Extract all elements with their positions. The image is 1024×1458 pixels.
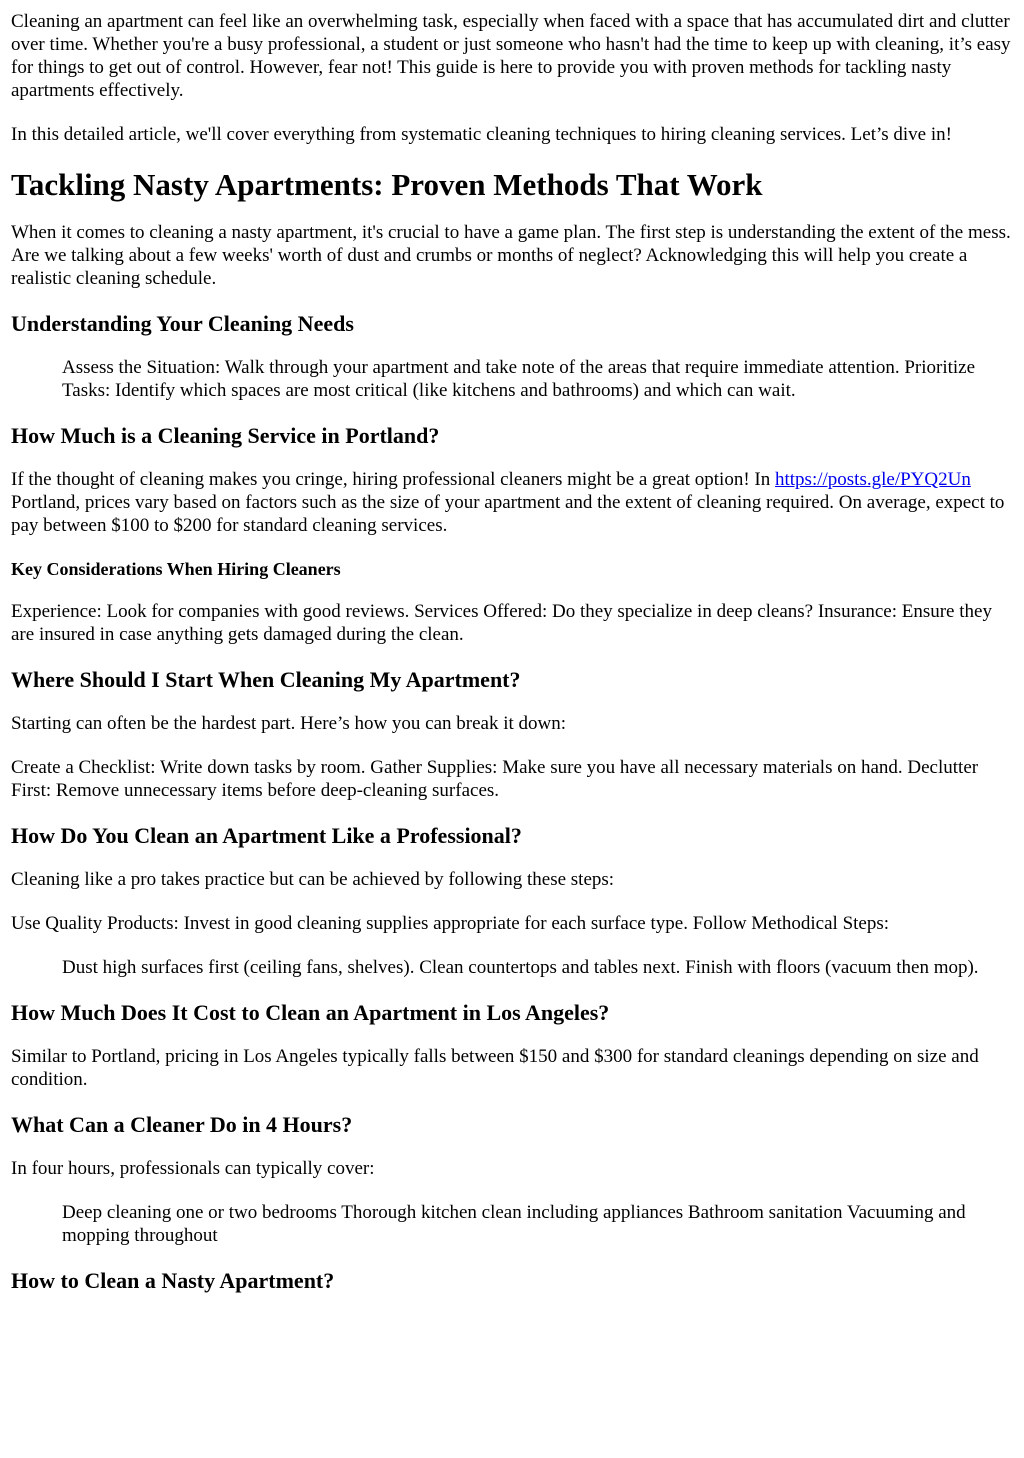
start-paragraph: Starting can often be the hardest part. Here’s how you can break it down:	[11, 713, 567, 734]
section-heading-los-angeles-cost: How Much Does It Cost to Clean an Apartment in Los Angeles?	[11, 1000, 610, 1025]
intro-paragraph: Cleaning an apartment can feel like an overwhelming task, especially when faced with a space that has accumulated dirt and clutter over time. Whether you're a busy professional, a student or just someone who hasn't had the time to keep up with cleaning, it’s easy for things to get out of control. However, fear not! This guide is here to provide you with proven methods for tackling nasty apartments effectively.	[11, 11, 1011, 101]
professional-products-paragraph: Use Quality Products: Invest in good cleaning supplies appropriate for each surface type. Follow Methodical Steps:	[11, 913, 890, 934]
portland-text-before: If the thought of cleaning makes you cringe, hiring professional cleaners might be a great option! In	[11, 469, 775, 490]
professional-steps-quote: Dust high surfaces first (ceiling fans, shelves). Clean countertops and tables next. Finish with floors (vacuum then mop).	[62, 957, 979, 978]
section-heading-where-to-start: Where Should I Start When Cleaning My Apartment?	[11, 667, 521, 692]
professional-paragraph: Cleaning like a pro takes practice but can be achieved by following these steps:	[11, 869, 615, 890]
body-paragraph: When it comes to cleaning a nasty apartment, it's crucial to have a game plan. The first step is understanding the extent of the mess. Are we talking about a few weeks' worth of dust and crumbs or months of neglect? Acknowledging this will help you create a realistic cleaning schedule.	[11, 222, 1011, 289]
section-heading-four-hours: What Can a Cleaner Do in 4 Hours?	[11, 1112, 353, 1137]
portland-paragraph	[11, 468, 1013, 537]
page-title: Tackling Nasty Apartments: Proven Methods That Work	[11, 167, 763, 202]
cleaning-needs-quote: Assess the Situation: Walk through your apartment and take note of the areas that require immediate attention. Prioritize Tasks: Identify which spaces are most critical (like kitchens and bathrooms) and which can wait.	[62, 357, 976, 401]
posts-link[interactable]: https://posts.gle/PYQ2Un	[775, 469, 971, 490]
section-heading-clean-nasty-apartment: How to Clean a Nasty Apartment?	[11, 1268, 335, 1293]
portland-text-after: Portland, prices vary based on factors such as the size of your apartment and the extent of cleaning required. On average, expect to pay between $100 to $200 for standard cleaning services.	[11, 492, 1005, 536]
section-heading-portland-cost: How Much is a Cleaning Service in Portland?	[11, 423, 440, 448]
section-heading-cleaning-needs: Understanding Your Cleaning Needs	[11, 311, 354, 336]
article	[11, 10, 1013, 1294]
los-angeles-paragraph: Similar to Portland, pricing in Los Angeles typically falls between $150 and $300 for standard cleanings depending on size and condition.	[11, 1046, 979, 1090]
start-checklist-paragraph: Create a Checklist: Write down tasks by room. Gather Supplies: Make sure you have all necessary materials on hand. Declutter First: Remove unnecessary items before deep-cleaning surfaces.	[11, 757, 979, 801]
section-heading-key-considerations: Key Considerations When Hiring Cleaners	[11, 559, 341, 579]
section-heading-clean-like-professional: How Do You Clean an Apartment Like a Professional?	[11, 823, 522, 848]
considerations-paragraph: Experience: Look for companies with good reviews. Services Offered: Do they specialize in deep cleans? Insurance: Ensure they are insured in case anything gets damaged during the clean.	[11, 601, 992, 645]
four-hours-quote: Deep cleaning one or two bedrooms Thorough kitchen clean including appliances Bathroom sanitation Vacuuming and mopping throughout	[62, 1202, 966, 1246]
four-hours-paragraph: In four hours, professionals can typically cover:	[11, 1158, 375, 1179]
intro-paragraph: In this detailed article, we'll cover everything from systematic cleaning techniques to hiring cleaning services. Let’s dive in!	[11, 124, 952, 145]
